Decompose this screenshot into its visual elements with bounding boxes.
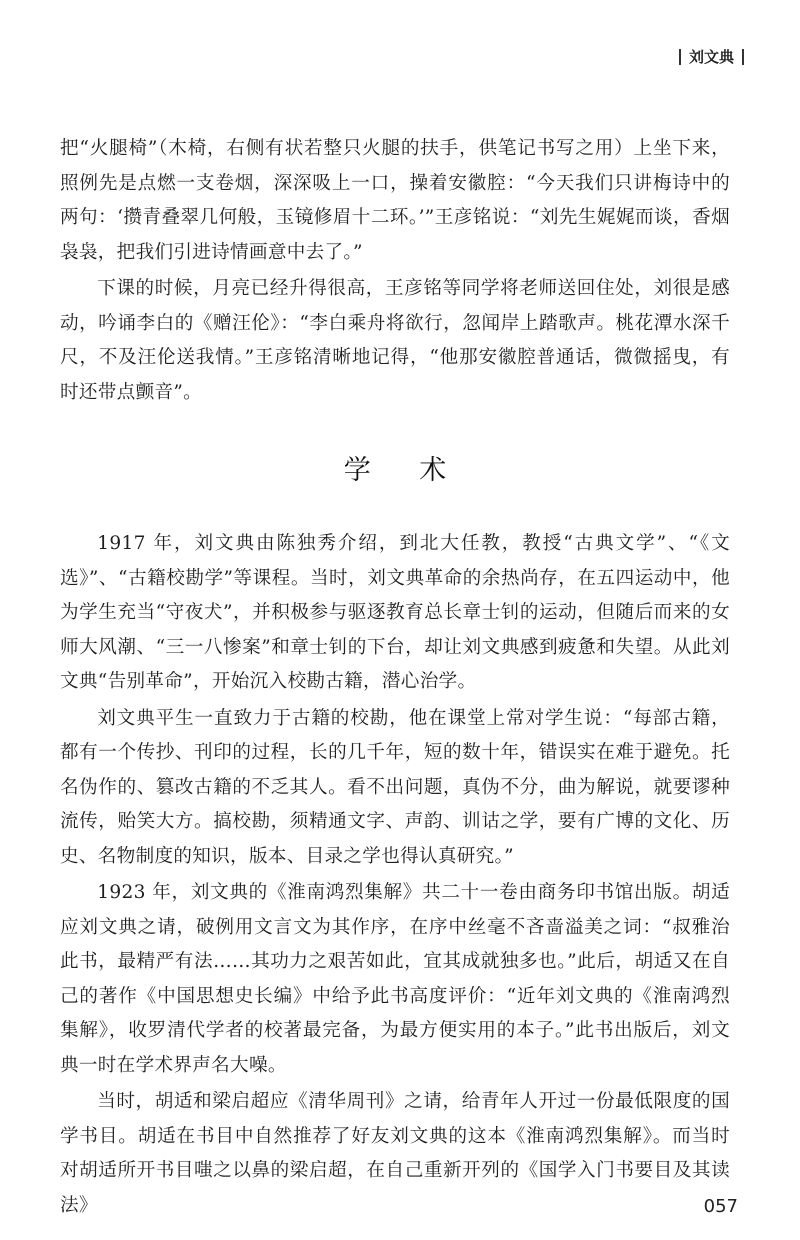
paragraph-continued: 把“火腿椅”（木椅，右侧有状若整只火腿的扶手，供笔记书写之用）上坐下来，照例先是点燃一支卷烟，深深吸上一口，操着安徽腔：“今天我们只讲梅诗中的两句：‘攒青叠翠几何般，玉镜修眉十二环。’”王彦铭说：“刘先生娓娓而谈，香烟袅袅，把我们引进诗情画意中去了。” — [60, 138, 730, 263]
paragraph: 当时，胡适和梁启超应《清华周刊》之请，给青年人开过一份最低限度的国学书目。胡适在书目中自然推荐了好友刘文典的这本《淮南鸿烈集解》。而当时对胡适所开书目嗤之以鼻的梁启超，在自己重新开列的《国学入门书要目及其读法》 — [60, 1091, 730, 1216]
running-head-right-rule — [742, 49, 744, 65]
paragraph: 刘文典平生一直致力于古籍的校勘，他在课堂上常对学生说：“每部古籍，都有一个传抄、刊印的过程，长的几千年，短的数十年，错误实在难于避免。托名伪作的、篡改古籍的不乏其人。看不出问题，真伪不分，曲为解说，就要谬种流传，贻笑大方。搞校勘，须精通文字、声韵、训诂之学，要有广博的文化、历史、名物制度的知识，版本、目录之学也得认真研究。” — [60, 707, 730, 867]
running-head-left-rule — [679, 49, 681, 65]
paragraph: 下课的时候，月亮已经升得很高，王彦铭等同学将老师送回住处，刘很是感动，吟诵李白的《赠汪伦》：“李白乘舟将欲行，忽闻岸上踏歌声。桃花潭水深千尺，不及汪伦送我情。”王彦铭清晰地记得，“他那安徽腔普通话，微微摇曳，有时还带点颤音”。 — [60, 278, 730, 403]
running-head-title: 刘文典 — [688, 48, 734, 66]
body-text — [60, 132, 730, 1225]
running-head — [679, 46, 744, 67]
section-title: 学 术 — [343, 455, 467, 486]
paragraph: 1923 年，刘文典的《淮南鸿烈集解》共二十一卷由商务印书馆出版。胡适应刘文典之请，破例用文言文为其作序，在序中丝毫不吝啬溢美之词：“叔雅治此书，最精严有法……其功力之艰苦如此，宜其成就独多也。”此后，胡适又在自己的著作《中国思想史长编》中给予此书高度评价：“近年刘文典的《淮南鸿烈集解》，收罗清代学者的校著最完备，为最方便实用的本子。”此书出版后，刘文典一时在学术界声名大噪。 — [60, 882, 730, 1076]
page-number: 057 — [703, 1196, 738, 1217]
paragraph: 1917 年，刘文典由陈独秀介绍，到北大任教，教授“古典文学”、“《文选》”、“古籍校勘学”等课程。当时，刘文典革命的余热尚存，在五四运动中，他为学生充当“守夜犬”，并积极参与驱逐教育总长章士钊的运动，但随后而来的女师大风潮、“三一八惨案”和章士钊的下台，却让刘文典感到疲惫和失望。从此刘文典“告别革命”，开始沉入校勘古籍，潜心治学。 — [60, 533, 730, 692]
